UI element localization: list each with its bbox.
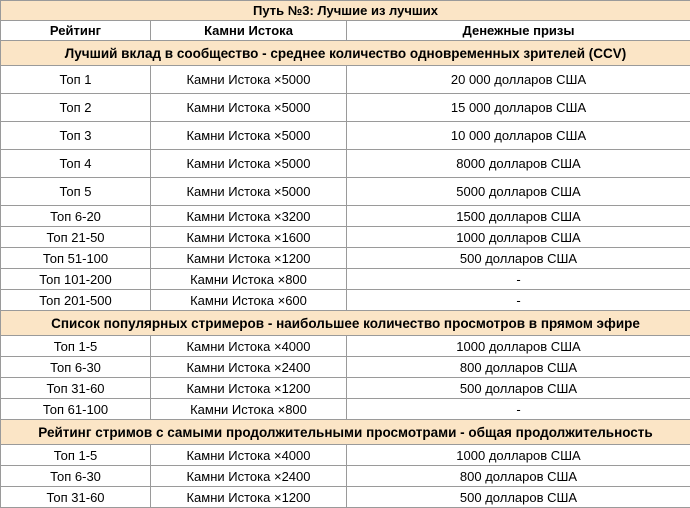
prize-cell: 1000 долларов США [347, 336, 690, 357]
prize-cell: 1000 долларов США [347, 445, 690, 466]
header-prizes: Денежные призы [347, 21, 690, 41]
prize-cell: 10 000 долларов США [347, 122, 690, 150]
table-row [1, 94, 690, 122]
table-row [1, 357, 690, 378]
table-row [1, 290, 690, 311]
rank-cell: Топ 4 [1, 150, 151, 178]
table-row [1, 487, 690, 508]
table-row [1, 399, 690, 420]
rank-cell: Топ 101-200 [1, 269, 151, 290]
prize-cell: 500 долларов США [347, 378, 690, 399]
stones-cell: Камни Истока ×2400 [151, 357, 347, 378]
table-title: Путь №3: Лучшие из лучших [1, 1, 690, 21]
prize-cell: 1000 долларов США [347, 227, 690, 248]
stones-cell: Камни Истока ×1200 [151, 487, 347, 508]
stones-cell: Камни Истока ×5000 [151, 122, 347, 150]
section-heading-row [1, 311, 690, 336]
rank-cell: Топ 21-50 [1, 227, 151, 248]
stones-cell: Камни Истока ×4000 [151, 336, 347, 357]
rank-cell: Топ 61-100 [1, 399, 151, 420]
table-row [1, 66, 690, 94]
section-heading: Рейтинг стримов с самыми продолжительными просмотрами - общая продолжительность [1, 420, 690, 445]
stones-cell: Камни Истока ×2400 [151, 466, 347, 487]
rank-cell: Топ 5 [1, 178, 151, 206]
table-row [1, 445, 690, 466]
rank-cell: Топ 2 [1, 94, 151, 122]
table-row [1, 269, 690, 290]
prize-cell: 20 000 долларов США [347, 66, 690, 94]
rank-cell: Топ 51-100 [1, 248, 151, 269]
stones-cell: Камни Истока ×5000 [151, 94, 347, 122]
rank-cell: Топ 1-5 [1, 336, 151, 357]
prize-cell: 500 долларов США [347, 487, 690, 508]
section-heading: Список популярных стримеров - наибольшее количество просмотров в прямом эфире [1, 311, 690, 336]
rank-cell: Топ 1-5 [1, 445, 151, 466]
table-row [1, 150, 690, 178]
rank-cell: Топ 1 [1, 66, 151, 94]
table-row [1, 248, 690, 269]
prize-cell: 8000 долларов США [347, 150, 690, 178]
table-row [1, 378, 690, 399]
prize-cell: - [347, 290, 690, 311]
prize-cell: 1500 долларов США [347, 206, 690, 227]
prize-cell: 5000 долларов США [347, 178, 690, 206]
header-rank: Рейтинг [1, 21, 151, 41]
header-stones: Камни Истока [151, 21, 347, 41]
prize-cell: 15 000 долларов США [347, 94, 690, 122]
stones-cell: Камни Истока ×800 [151, 399, 347, 420]
stones-cell: Камни Истока ×800 [151, 269, 347, 290]
stones-cell: Камни Истока ×5000 [151, 150, 347, 178]
rank-cell: Топ 31-60 [1, 378, 151, 399]
prize-cell: 500 долларов США [347, 248, 690, 269]
rank-cell: Топ 6-20 [1, 206, 151, 227]
section-heading-row [1, 420, 690, 445]
section-heading-row [1, 41, 690, 66]
stones-cell: Камни Истока ×5000 [151, 178, 347, 206]
stones-cell: Камни Истока ×1600 [151, 227, 347, 248]
table-row [1, 466, 690, 487]
prize-cell: - [347, 399, 690, 420]
stones-cell: Камни Истока ×3200 [151, 206, 347, 227]
rank-cell: Топ 31-60 [1, 487, 151, 508]
rank-cell: Топ 3 [1, 122, 151, 150]
table-row [1, 227, 690, 248]
header-row [1, 21, 690, 41]
stones-cell: Камни Истока ×1200 [151, 248, 347, 269]
stones-cell: Камни Истока ×5000 [151, 66, 347, 94]
table-title-row [1, 1, 690, 21]
stones-cell: Камни Истока ×600 [151, 290, 347, 311]
table-row [1, 336, 690, 357]
rank-cell: Топ 201-500 [1, 290, 151, 311]
rank-cell: Топ 6-30 [1, 466, 151, 487]
stones-cell: Камни Истока ×1200 [151, 378, 347, 399]
prize-cell: 800 долларов США [347, 357, 690, 378]
rank-cell: Топ 6-30 [1, 357, 151, 378]
table-row [1, 206, 690, 227]
section-heading: Лучший вклад в сообщество - среднее количество одновременных зрителей (CCV) [1, 41, 690, 66]
table-row [1, 178, 690, 206]
prize-cell: - [347, 269, 690, 290]
stones-cell: Камни Истока ×4000 [151, 445, 347, 466]
prize-cell: 800 долларов США [347, 466, 690, 487]
table-row [1, 122, 690, 150]
